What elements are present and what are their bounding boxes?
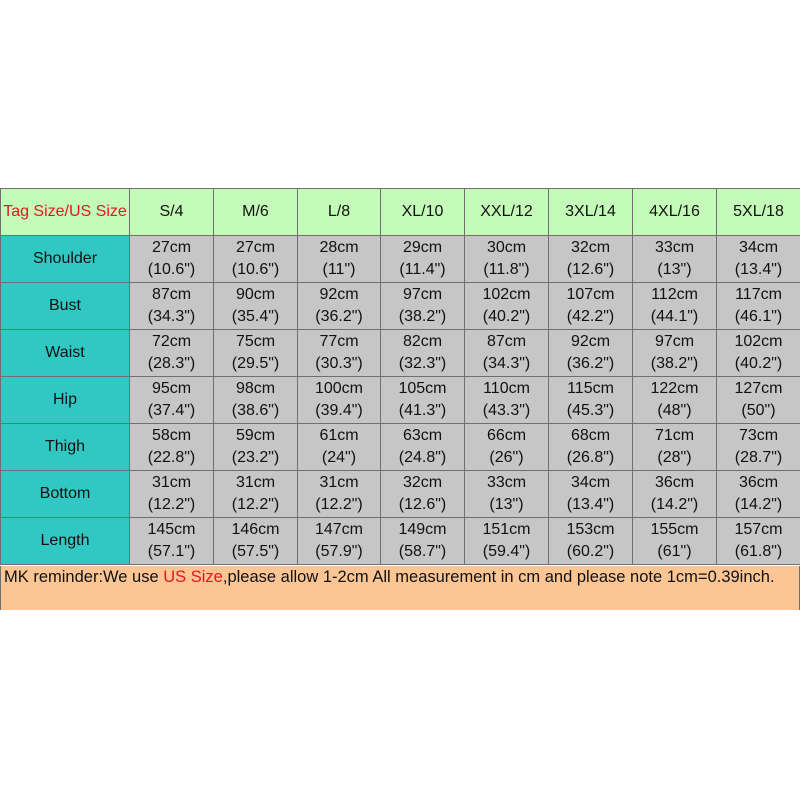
measurement-cell [298, 471, 381, 518]
measurement-cell [298, 377, 381, 424]
measurement-cell [717, 471, 800, 518]
measurement-cell [549, 330, 633, 377]
table-row [1, 518, 800, 565]
value-inch: (41.3") [398, 402, 447, 419]
value-cm: 61cm [319, 427, 359, 444]
value-inch: (13.4") [566, 496, 615, 513]
measurement-cell [465, 424, 549, 471]
measurement-cell [381, 330, 465, 377]
value-inch: (28.3") [147, 355, 196, 372]
value-cm: 110cm [483, 380, 530, 397]
value-cm: 33cm [486, 474, 527, 491]
value-cm: 28cm [319, 239, 359, 256]
reminder-note [0, 566, 800, 610]
value-cm: 95cm [151, 380, 192, 397]
value-inch: (24") [321, 449, 357, 466]
value-cm: 30cm [486, 239, 527, 256]
size-header: XL/10 [381, 189, 465, 236]
value-cm: 33cm [654, 239, 695, 256]
measurement-cell [298, 283, 381, 330]
value-cm: 145cm [147, 521, 196, 538]
corner-label: Tag Size/US Size [1, 189, 130, 236]
value-inch: (40.2") [482, 308, 531, 325]
value-cm: 147cm [314, 521, 364, 538]
measurement-cell [549, 377, 633, 424]
measurement-label: Shoulder [1, 236, 130, 283]
value-cm: 151cm [482, 521, 531, 538]
value-cm: 98cm [235, 380, 276, 397]
table-row [1, 330, 800, 377]
size-header: XXL/12 [465, 189, 549, 236]
value-inch: (50") [741, 402, 776, 419]
value-inch: (58.7") [398, 543, 447, 560]
measurement-cell [717, 330, 800, 377]
value-inch: (34.3") [147, 308, 196, 325]
value-cm: 102cm [482, 286, 531, 303]
value-cm: 63cm [402, 427, 443, 444]
measurement-label: Bust [1, 283, 130, 330]
value-cm: 107cm [566, 286, 615, 303]
value-cm: 92cm [319, 286, 359, 303]
value-inch: (12.6") [398, 496, 447, 513]
value-cm: 27cm [151, 239, 192, 256]
measurement-cell [214, 283, 298, 330]
measurement-cell [381, 518, 465, 565]
value-cm: 32cm [402, 474, 443, 491]
value-cm: 122cm [650, 380, 699, 397]
value-inch: (37.4") [147, 402, 196, 419]
value-inch: (32.3") [398, 355, 447, 372]
value-cm: 59cm [235, 427, 276, 444]
value-inch: (11.8") [483, 261, 530, 278]
value-inch: (29.5") [231, 355, 280, 372]
value-inch: (13") [489, 496, 524, 513]
table-row [1, 471, 800, 518]
measurement-cell [465, 377, 549, 424]
value-cm: 31cm [319, 474, 359, 491]
value-inch: (44.1") [650, 308, 699, 325]
value-inch: (22.8") [147, 449, 196, 466]
measurement-label: Waist [1, 330, 130, 377]
measurement-label: Length [1, 518, 130, 565]
table-row [1, 377, 800, 424]
measurement-cell [717, 377, 800, 424]
measurement-cell [717, 236, 800, 283]
measurement-cell [130, 424, 214, 471]
value-inch: (34.3") [482, 355, 531, 372]
measurement-cell [465, 471, 549, 518]
value-cm: 29cm [402, 239, 443, 256]
size-header: 5XL/18 [717, 189, 800, 236]
value-inch: (30.3") [315, 355, 363, 372]
value-inch: (23.2") [231, 449, 280, 466]
measurement-cell [298, 236, 381, 283]
value-inch: (11.4") [399, 261, 446, 278]
value-cm: 66cm [486, 427, 527, 444]
value-inch: (39.4") [315, 402, 363, 419]
value-cm: 127cm [734, 380, 783, 397]
value-cm: 36cm [654, 474, 695, 491]
measurement-cell [549, 424, 633, 471]
value-cm: 100cm [314, 380, 364, 397]
value-inch: (12.2") [231, 496, 280, 513]
table-row [1, 424, 800, 471]
value-inch: (36.2") [315, 308, 363, 325]
measurement-cell [130, 471, 214, 518]
value-cm: 34cm [570, 474, 611, 491]
value-cm: 117cm [735, 286, 782, 303]
value-cm: 34cm [738, 239, 779, 256]
value-inch: (61.8") [734, 543, 783, 560]
size-header: S/4 [130, 189, 214, 236]
measurement-cell [465, 283, 549, 330]
value-inch: (28.7") [734, 449, 783, 466]
value-inch: (14.2") [734, 496, 783, 513]
measurement-cell [130, 283, 214, 330]
measurement-cell [214, 330, 298, 377]
measurement-cell [381, 471, 465, 518]
measurement-label: Bottom [1, 471, 130, 518]
measurement-cell [633, 518, 717, 565]
value-inch: (13.4") [734, 261, 783, 278]
value-inch: (60.2") [566, 543, 615, 560]
measurement-cell [633, 424, 717, 471]
value-cm: 82cm [402, 333, 443, 350]
value-cm: 27cm [235, 239, 276, 256]
value-inch: (57.9") [315, 543, 363, 560]
measurement-cell [214, 236, 298, 283]
value-inch: (12.2") [315, 496, 363, 513]
value-cm: 32cm [570, 239, 611, 256]
value-cm: 72cm [151, 333, 192, 350]
value-cm: 146cm [231, 521, 280, 538]
value-cm: 87cm [486, 333, 527, 350]
value-inch: (38.2") [650, 355, 699, 372]
value-inch: (57.5") [231, 543, 280, 560]
measurement-cell [465, 518, 549, 565]
value-cm: 92cm [570, 333, 611, 350]
value-inch: (12.2") [147, 496, 196, 513]
size-header: 4XL/16 [633, 189, 717, 236]
size-header: 3XL/14 [549, 189, 633, 236]
measurement-cell [633, 377, 717, 424]
value-inch: (45.3") [566, 402, 615, 419]
measurement-cell [130, 377, 214, 424]
value-cm: 102cm [734, 333, 783, 350]
measurement-cell [214, 471, 298, 518]
value-cm: 31cm [151, 474, 192, 491]
measurement-cell [381, 236, 465, 283]
table-row [1, 283, 800, 330]
value-cm: 90cm [235, 286, 276, 303]
measurement-cell [465, 330, 549, 377]
value-cm: 68cm [570, 427, 611, 444]
measurement-cell [717, 424, 800, 471]
value-inch: (57.1") [147, 543, 196, 560]
measurement-cell [381, 283, 465, 330]
value-cm: 149cm [398, 521, 447, 538]
measurement-label: Thigh [1, 424, 130, 471]
measurement-cell [298, 424, 381, 471]
value-inch: (40.2") [734, 355, 783, 372]
value-inch: (38.2") [398, 308, 447, 325]
measurement-cell [130, 518, 214, 565]
measurement-cell [549, 283, 633, 330]
measurement-cell [633, 330, 717, 377]
table-row [1, 236, 800, 283]
size-chart-table [0, 188, 800, 565]
value-inch: (38.6") [231, 402, 280, 419]
value-inch: (10.6") [231, 261, 280, 278]
value-inch: (35.4") [231, 308, 280, 325]
value-inch: (46.1") [734, 308, 783, 325]
measurement-cell [549, 518, 633, 565]
value-inch: (13") [657, 261, 692, 278]
measurement-cell [214, 424, 298, 471]
measurement-cell [214, 518, 298, 565]
size-header: L/8 [298, 189, 381, 236]
note-highlight: US Size [163, 568, 223, 586]
measurement-cell [130, 236, 214, 283]
value-inch: (24.8") [398, 449, 447, 466]
measurement-cell [298, 330, 381, 377]
value-cm: 87cm [151, 286, 192, 303]
measurement-cell [381, 424, 465, 471]
value-cm: 36cm [738, 474, 779, 491]
value-inch: (10.6") [147, 261, 196, 278]
measurement-cell [717, 283, 800, 330]
note-prefix: MK reminder:We use [4, 568, 164, 586]
value-inch: (26") [489, 449, 524, 466]
measurement-cell [633, 471, 717, 518]
measurement-label: Hip [1, 377, 130, 424]
value-inch: (48") [657, 402, 692, 419]
value-inch: (36.2") [566, 355, 615, 372]
value-cm: 153cm [566, 521, 615, 538]
value-cm: 73cm [738, 427, 779, 444]
value-cm: 71cm [654, 427, 695, 444]
measurement-cell [130, 330, 214, 377]
value-inch: (61") [657, 543, 692, 560]
value-inch: (42.2") [566, 308, 615, 325]
measurement-cell [633, 236, 717, 283]
measurement-cell [381, 377, 465, 424]
value-cm: 105cm [398, 380, 447, 397]
value-cm: 58cm [151, 427, 192, 444]
measurement-cell [465, 236, 549, 283]
value-cm: 112cm [651, 286, 698, 303]
value-cm: 155cm [650, 521, 699, 538]
measurement-cell [298, 518, 381, 565]
value-cm: 97cm [402, 286, 443, 303]
value-cm: 115cm [567, 380, 614, 397]
value-cm: 77cm [319, 333, 359, 350]
value-inch: (12.6") [566, 261, 615, 278]
value-cm: 75cm [235, 333, 276, 350]
value-cm: 157cm [734, 521, 783, 538]
value-inch: (14.2") [650, 496, 699, 513]
measurement-cell [717, 518, 800, 565]
value-inch: (59.4") [482, 543, 531, 560]
measurement-cell [633, 283, 717, 330]
measurement-cell [214, 377, 298, 424]
size-header: M/6 [214, 189, 298, 236]
value-cm: 97cm [654, 333, 695, 350]
value-cm: 31cm [235, 474, 276, 491]
value-inch: (26.8") [566, 449, 615, 466]
measurement-cell [549, 236, 633, 283]
value-inch: (11") [322, 261, 356, 278]
value-inch: (28") [657, 449, 692, 466]
measurement-cell [549, 471, 633, 518]
value-inch: (43.3") [482, 402, 531, 419]
header-row [1, 189, 800, 236]
note-suffix: ,please allow 1-2cm All measurement in cm and please note 1cm=0.39inch. [222, 568, 775, 586]
